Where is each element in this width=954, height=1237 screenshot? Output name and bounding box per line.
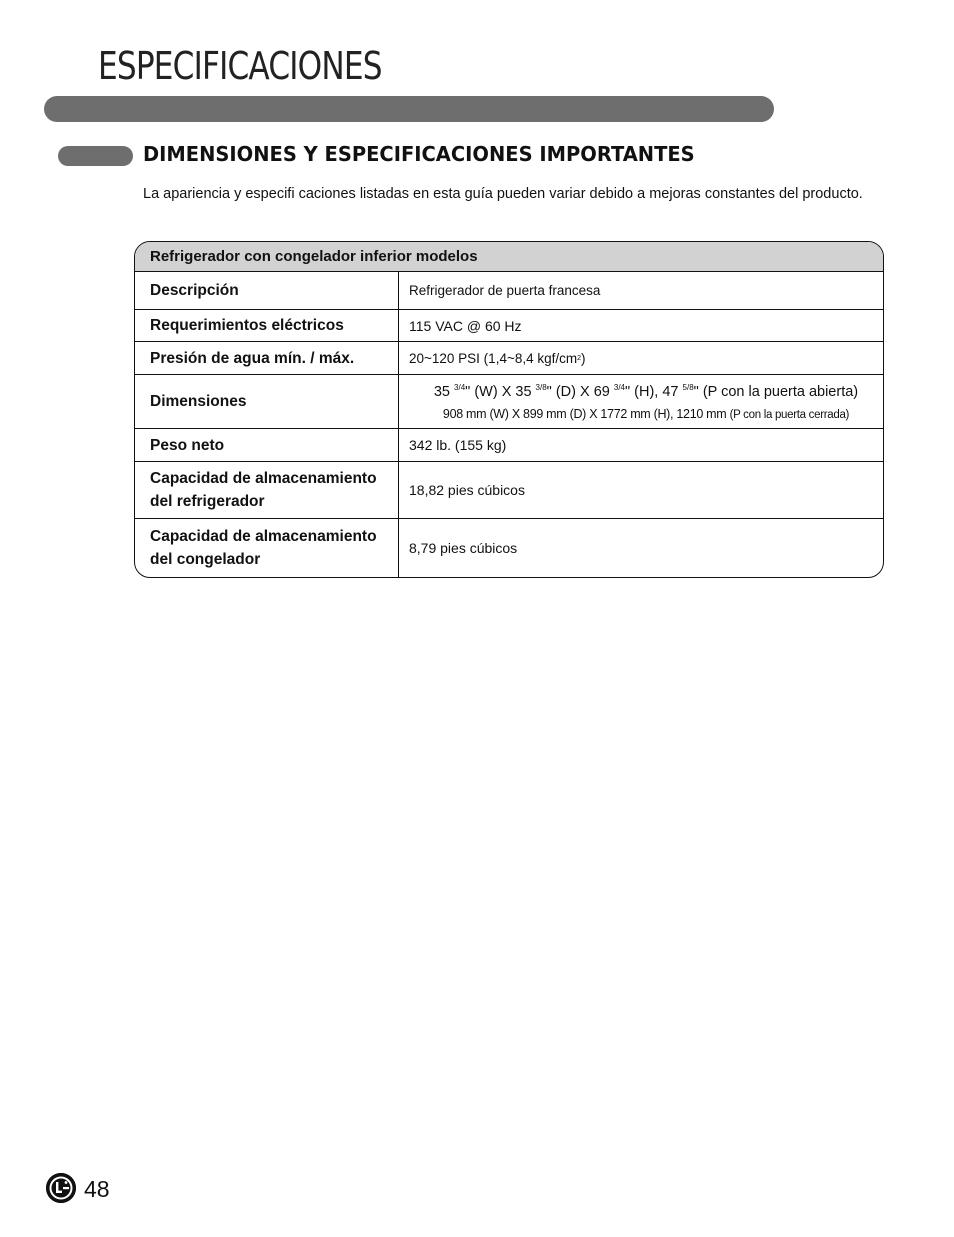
row-label: Descripción <box>135 272 399 309</box>
spec-table <box>134 241 884 578</box>
row-label: Dimensiones <box>135 375 399 428</box>
row-label: Peso neto <box>135 429 399 461</box>
spec-table-header: Refrigerador con congelador inferior modelos <box>135 242 883 272</box>
row-value: Refrigerador de puerta francesa <box>409 283 601 298</box>
table-row <box>135 272 883 310</box>
row-label: Requerimientos eléctricos <box>135 310 399 341</box>
dimensions-imperial: 35 $^{3/4}$" (W) X 35 $^{3/8}$" (D) X 69 $^{3/4}$" (H), 47 $^{5/8}$" (P con la puerta abierta) <box>433 383 859 400</box>
pressure-superscript: 2 <box>577 354 582 362</box>
row-value <box>399 342 883 374</box>
dimensions-metric: 908 mm (W) X 899 mm (D) X 1772 mm (H), 1210 mm (P con la puerta cerrada) <box>442 406 850 421</box>
row-label: Capacidad de almacenamiento del refrigerador <box>135 462 399 518</box>
section-heading: DIMENSIONES Y ESPECIFICACIONES IMPORTANTES <box>143 142 695 166</box>
row-value: 18,82 pies cúbicos <box>409 482 525 498</box>
table-row <box>135 462 883 519</box>
pressure-value: 20~120 PSI (1,4~8,4 kgf/cm <box>409 350 578 366</box>
row-label: Capacidad de almacenamiento del congelador <box>135 519 399 577</box>
page-title: ESPECIFICACIONES <box>98 44 382 88</box>
page-number: 48 <box>84 1176 110 1202</box>
section-pill <box>58 146 133 166</box>
row-value: 115 VAC @ 60 Hz <box>409 317 522 334</box>
row-value: 342 lb. (155 kg) <box>409 437 507 453</box>
intro-text: La apariencia y especifi caciones listadas en esta guía pueden variar debido a mejoras constantes del producto. <box>143 186 863 202</box>
table-row <box>135 429 883 462</box>
title-bar <box>44 96 774 122</box>
lg-logo-icon <box>46 1173 76 1203</box>
pressure-close: ) <box>581 350 586 366</box>
table-row <box>135 342 883 375</box>
row-label: Presión de agua mín. / máx. <box>135 342 399 374</box>
table-row <box>135 375 883 429</box>
row-value <box>399 375 883 428</box>
row-value: 8,79 pies cúbicos <box>409 540 518 556</box>
table-row <box>135 310 883 342</box>
table-row <box>135 519 883 577</box>
